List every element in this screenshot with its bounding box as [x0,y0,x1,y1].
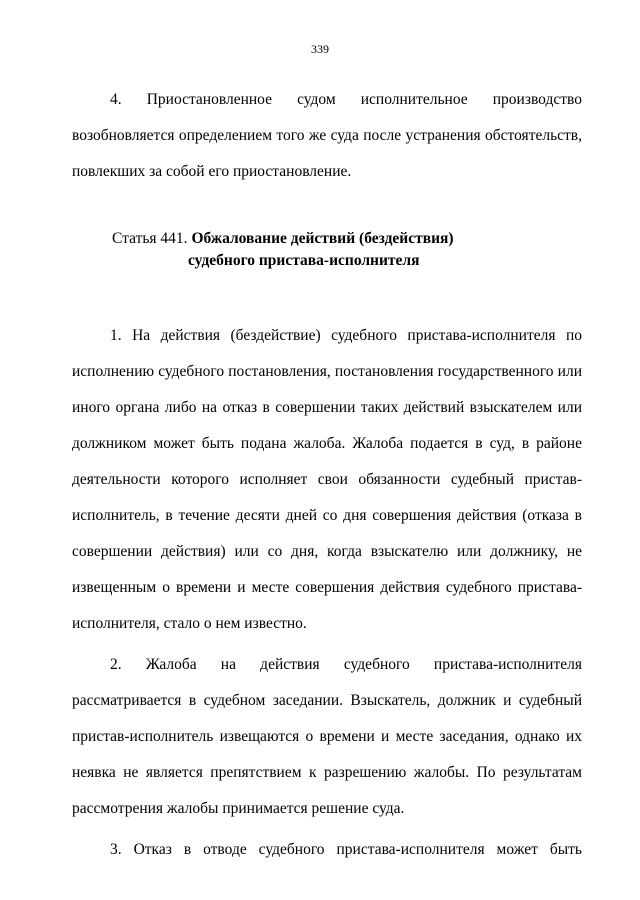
article-title-line1: Обжалование действий (бездействия) [191,230,454,247]
article-label: Статья 441. [112,230,188,247]
document-body [72,82,582,868]
paragraph-3: 3. Отказ в отводе судебного пристава-исполнителя может быть [110,841,582,858]
page-number: 339 [311,42,329,56]
paragraph-prev-4: 4. Приостановленное судом исполнительное производство возобновляется определением того же суда после устранения обстоятельств, повлекших за собой его приостановление. [72,91,582,180]
paragraph-1: 1. На действия (бездействие) судебного пристава-исполнителя по исполнению судебного постановления, постановления государственного или иного органа либо на отказ в совершении таких действий взыскателем или должником может быть подана жалоба. Жалоба подается в суд, в районе деятельности которого исполняет свои обязанности судебный пристав-исполнитель, в течение десяти дней со дня совершения действия (отказа в совершении действия) или со дня, когда взыскателю или должнику, не извещенным о времени и месте совершения действия судебного пристава-исполнителя, стало о нем известно. [72,327,582,632]
article-title-line2: судебного пристава-исполнителя [188,252,420,269]
article-heading [72,228,582,272]
paragraph-2: 2. Жалоба на действия судебного пристава-исполнителя рассматривается в судебном заседании. Взыскатель, должник и судебный пристав-исполнитель извещаются о времени и месте заседания, однако их неявка не является препятствием к разрешению жалобы. По результатам рассмотрения жалобы принимается решение суда. [72,656,582,817]
